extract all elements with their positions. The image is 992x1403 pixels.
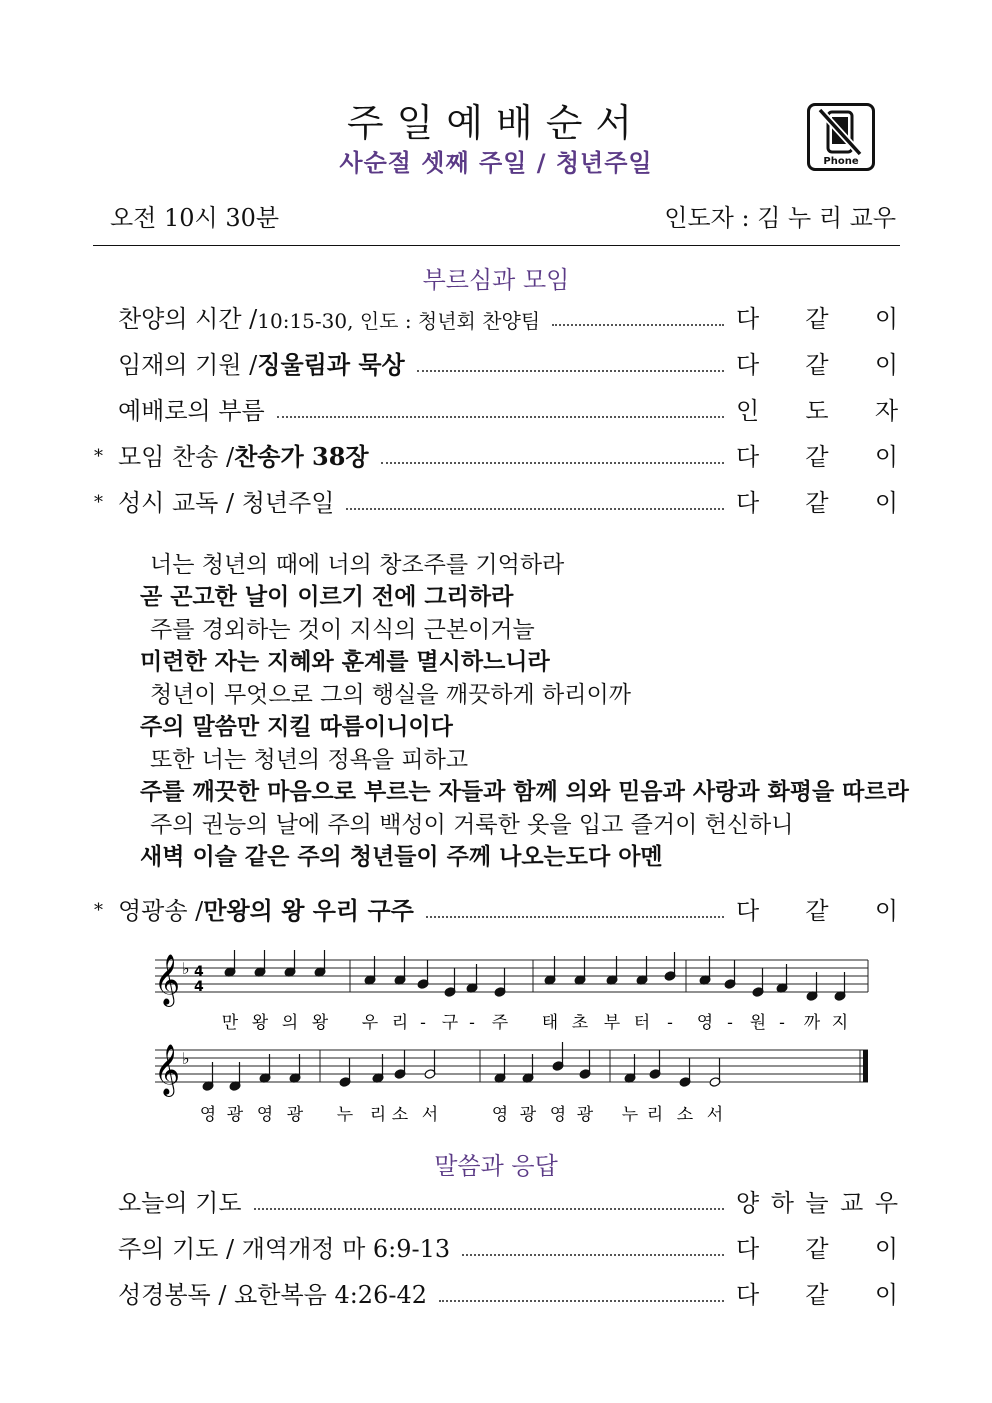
order-hymn <box>118 438 898 472</box>
lyric-syllable: 영 <box>256 1105 274 1125</box>
page-title: 주일예배순서 <box>346 101 646 145</box>
order-call <box>118 392 898 426</box>
standing-mark: * <box>94 900 103 921</box>
call-who <box>736 391 898 426</box>
who-char: 늘 <box>805 1189 829 1217</box>
lyric-syllable: 누 <box>336 1105 354 1125</box>
lyric-syllable: 서 <box>706 1105 724 1125</box>
reading-people-line: 주를 깨끗한 마음으로 부르는 자들과 함께 의와 믿음과 사랑과 화평을 따르라 <box>140 779 909 805</box>
lyric-syllable: 까 <box>803 1013 821 1033</box>
lyric-syllable: 누 <box>621 1105 639 1125</box>
lyrics-line-2 <box>200 1104 723 1125</box>
call-label: 예배로의 부름 <box>118 397 265 425</box>
who-char: 같 <box>805 897 829 925</box>
leader-dots <box>426 916 724 918</box>
flat-icon: ♭ <box>182 959 190 978</box>
leader-dots <box>277 416 724 418</box>
silent-label: 임재의 기원 / <box>118 351 258 379</box>
leader-dots <box>462 1254 724 1256</box>
lyric-syllable: 소 <box>676 1105 694 1125</box>
no-phone-icon <box>807 103 875 171</box>
lyric-syllable: 영 <box>199 1105 217 1125</box>
who-char: 양 <box>736 1189 760 1217</box>
standing-mark: * <box>94 492 103 513</box>
who-char: 자 <box>874 397 898 425</box>
lyric-syllable: 원 <box>749 1013 767 1033</box>
who-char: 다 <box>736 489 760 517</box>
lords-prayer-who <box>736 1229 898 1264</box>
who-char: 다 <box>736 351 760 379</box>
who-char: 이 <box>874 1235 898 1263</box>
order-reading <box>118 484 898 518</box>
reading-who <box>736 483 898 518</box>
lyric-syllable: 주 <box>491 1013 509 1033</box>
lyric-syllable: 영 <box>491 1105 509 1125</box>
lyric-syllable: 초 <box>571 1013 589 1033</box>
standing-mark: * <box>94 446 103 467</box>
gloria-label: 영광송 / <box>118 897 204 925</box>
lyric-syllable: - <box>420 1013 426 1033</box>
who-char: 이 <box>874 351 898 379</box>
lyric-syllable: 왕 <box>311 1013 329 1033</box>
who-char: 같 <box>805 1281 829 1309</box>
lyric-syllable: - <box>727 1013 733 1033</box>
reading-people-line: 새벽 이슬 같은 주의 청년들이 주께 나오는도다 아멘 <box>140 844 663 870</box>
phone-icon-label: Phone <box>823 156 859 167</box>
gloria-who <box>736 891 898 926</box>
praise-label: 찬양의 시간 / <box>118 305 258 333</box>
hymn-label: 모임 찬송 / <box>118 443 235 471</box>
silent-bold: 징울림과 묵상 <box>257 350 405 379</box>
hymn-bold: 찬송가 38장 <box>234 442 369 471</box>
lyric-syllable: 영 <box>696 1013 714 1033</box>
leader-dots <box>439 1300 724 1302</box>
time-signature: 4 <box>194 979 204 995</box>
lyric-syllable: - <box>667 1013 673 1033</box>
service-time: 오전 10시 30분 <box>110 204 280 232</box>
lyric-syllable: 지 <box>831 1013 849 1033</box>
scripture-who <box>736 1275 898 1310</box>
who-char: 다 <box>736 1235 760 1263</box>
service-leader: 인도자 : 김 누 리 교우 <box>664 204 896 232</box>
lyric-syllable: 리 <box>391 1013 409 1033</box>
scripture-label: 성경봉독 / 요한복음 4:26-42 <box>118 1281 427 1309</box>
lords-prayer-label: 주의 기도 / 개역개정 마 6:9-13 <box>118 1235 451 1263</box>
who-char: 다 <box>736 897 760 925</box>
lyric-syllable: 서 <box>421 1105 439 1125</box>
who-char: 같 <box>805 305 829 333</box>
who-char: 다 <box>736 443 760 471</box>
praise-detail: 10:15-30, 인도 : 청년회 찬양팀 <box>257 309 541 333</box>
music-score <box>150 950 880 1130</box>
lyric-syllable: 소 <box>391 1105 409 1125</box>
lyric-syllable: 영 <box>549 1105 567 1125</box>
order-silent <box>118 346 898 380</box>
lyric-syllable: 부 <box>603 1013 621 1033</box>
who-char: 이 <box>874 305 898 333</box>
page-subtitle: 사순절 셋째 주일 / 청년주일 <box>339 149 653 177</box>
section-calling: 부르심과 모임 <box>422 266 570 294</box>
prayer-who <box>736 1183 898 1218</box>
reading-people-line: 주의 말씀만 지킬 따름이니이다 <box>140 714 453 740</box>
who-char: 다 <box>736 1281 760 1309</box>
lyric-syllable: 우 <box>361 1013 379 1033</box>
gloria-bold: 만왕의 왕 우리 구주 <box>203 896 414 925</box>
lyric-syllable: 리 <box>646 1105 664 1125</box>
who-char: 이 <box>874 897 898 925</box>
lyric-syllable: 광 <box>286 1105 304 1125</box>
lyric-syllable: 광 <box>226 1105 244 1125</box>
who-char: 다 <box>736 305 760 333</box>
notes-line-2 <box>202 1042 721 1091</box>
time-signature: 4 <box>194 964 204 980</box>
flat-icon: ♭ <box>182 1049 190 1068</box>
lyric-syllable: 의 <box>281 1013 299 1033</box>
lyric-syllable: 구 <box>441 1013 459 1033</box>
who-char: 도 <box>805 397 829 425</box>
who-char: 이 <box>874 489 898 517</box>
treble-clef-icon: 𝄞 <box>154 1044 181 1095</box>
lyric-syllable: 태 <box>541 1013 559 1033</box>
who-char: 하 <box>770 1189 794 1217</box>
leader-dots <box>381 462 724 464</box>
reading-leader-line: 주의 권능의 날에 주의 백성이 거룩한 옷을 입고 즐거이 헌신하니 <box>150 812 794 838</box>
reading-leader-line: 너는 청년의 때에 너의 창조주를 기억하라 <box>150 552 565 578</box>
who-char: 우 <box>874 1189 898 1217</box>
who-char: 인 <box>736 397 760 425</box>
leader-dots <box>552 324 724 326</box>
lyric-syllable: 리 <box>369 1105 387 1125</box>
who-char: 같 <box>805 351 829 379</box>
order-praise <box>118 300 898 334</box>
reading-leader-line: 청년이 무엇으로 그의 행실을 깨끗하게 하리이까 <box>150 682 631 708</box>
lyrics-line-1 <box>222 1012 848 1033</box>
who-char: 같 <box>805 489 829 517</box>
lyric-syllable: 왕 <box>251 1013 269 1033</box>
hymn-who <box>736 437 898 472</box>
order-gloria <box>118 892 898 926</box>
leader-dots <box>417 370 724 372</box>
lyric-syllable: 광 <box>576 1105 594 1125</box>
header-divider <box>93 245 900 246</box>
who-char: 이 <box>874 443 898 471</box>
reading-leader-line: 주를 경외하는 것이 지식의 근본이거늘 <box>150 617 535 643</box>
who-char: 같 <box>805 443 829 471</box>
lyric-syllable: 광 <box>519 1105 537 1125</box>
section-word: 말씀과 응답 <box>434 1152 558 1180</box>
lyric-syllable: 터 <box>633 1013 651 1033</box>
praise-who <box>736 299 898 334</box>
reading-label: 성시 교독 / 청년주일 <box>118 489 335 517</box>
treble-clef-icon: 𝄞 <box>154 954 181 1005</box>
who-char: 교 <box>840 1189 864 1217</box>
who-char: 이 <box>874 1281 898 1309</box>
reading-people-line: 미련한 자는 지혜와 훈계를 멸시하느니라 <box>140 649 550 675</box>
leader-dots <box>254 1208 724 1210</box>
lyric-syllable: - <box>779 1013 785 1033</box>
lyric-syllable: - <box>469 1013 475 1033</box>
reading-people-line: 곧 곤고한 날이 이르기 전에 그리하라 <box>140 584 514 610</box>
order-scripture <box>118 1276 898 1310</box>
leader-dots <box>346 508 724 510</box>
silent-who <box>736 345 898 380</box>
reading-leader-line: 또한 너는 청년의 정욕을 피하고 <box>150 747 469 773</box>
lyric-syllable: 만 <box>221 1013 239 1033</box>
order-prayer <box>118 1184 898 1218</box>
who-char: 같 <box>805 1235 829 1263</box>
prayer-label: 오늘의 기도 <box>118 1189 242 1217</box>
order-lords-prayer <box>118 1230 898 1264</box>
